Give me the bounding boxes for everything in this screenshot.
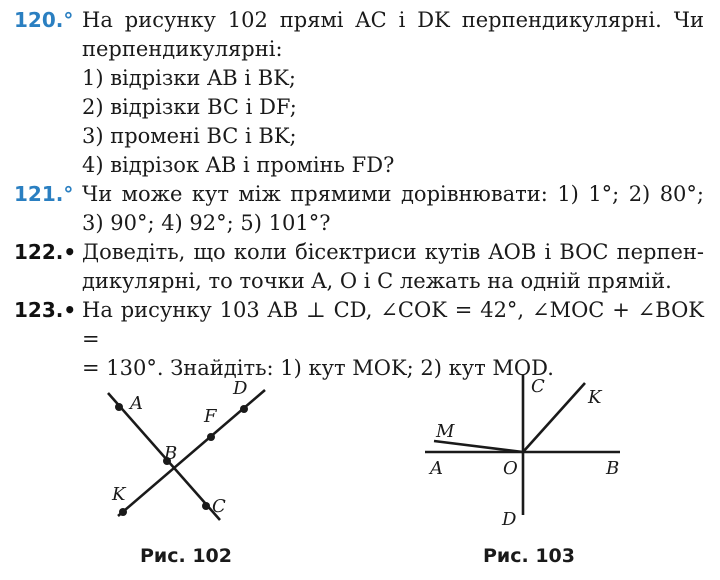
label-c: C — [531, 376, 545, 397]
point-d — [240, 405, 248, 413]
problem-text-line: перпендикулярні: — [82, 37, 283, 61]
problem-text-line: = 130°. Знайдіть: 1) кут MOK; 2) кут MOD. — [82, 356, 554, 380]
figure-103 — [420, 365, 640, 535]
problem-text-line: 1) відрізки AB і BK; — [82, 66, 296, 90]
point-a — [115, 403, 123, 411]
problem-text-line: 3) 90°; 4) 92°; 5) 101°? — [82, 211, 331, 235]
figure-103-drawing — [420, 365, 640, 535]
label-a: A — [430, 458, 443, 479]
problem-text-line: На рисунку 102 прямі AC і DK перпендикулярні. Чи — [82, 8, 704, 32]
figure-102-drawing — [90, 370, 290, 530]
label-m: M — [436, 421, 455, 442]
label-b: B — [164, 443, 178, 464]
problem-text-line: дикулярні, то точки A, O і C лежать на одній прямій. — [82, 269, 672, 293]
problem-text-line: 4) відрізок AB і промінь FD? — [82, 153, 395, 177]
problem-number: 120.° — [14, 8, 74, 32]
problem-120 — [14, 6, 704, 180]
problem-text-line: Доведіть, що коли бісектриси кутів AOB і BOC перпен- — [82, 240, 704, 264]
problem-121 — [14, 180, 704, 238]
problem-text-line: 2) відрізки BC і DF; — [82, 95, 297, 119]
label-f: F — [204, 406, 217, 427]
figure-103-caption: Рис. 103 — [483, 545, 575, 567]
label-d: D — [233, 378, 248, 399]
label-a: A — [130, 393, 143, 414]
problem-number: 123.• — [14, 298, 77, 322]
problem-122 — [14, 238, 704, 296]
problems-list — [14, 6, 704, 383]
problem-text-line: На рисунку 103 AB ⊥ CD, ∠COK = 42°, ∠MOC + ∠BOK = — [82, 298, 704, 351]
point-k — [119, 508, 127, 516]
label-o: O — [503, 458, 518, 479]
label-k: K — [112, 484, 126, 505]
problem-text-line: 3) промені BC і BK; — [82, 124, 297, 148]
label-c: C — [212, 496, 226, 517]
figure-102 — [90, 370, 290, 530]
problem-text-line: Чи може кут між прямими дорівнювати: 1) 1°; 2) 80°; — [82, 182, 704, 206]
problem-number: 122.• — [14, 240, 77, 264]
figure-102-caption: Рис. 102 — [140, 545, 232, 567]
label-b: B — [606, 458, 620, 479]
ray-om — [434, 441, 523, 452]
problem-number: 121.° — [14, 182, 74, 206]
label-d: D — [502, 509, 517, 530]
point-f — [207, 433, 215, 441]
label-k: K — [588, 387, 602, 408]
point-c — [202, 502, 210, 510]
